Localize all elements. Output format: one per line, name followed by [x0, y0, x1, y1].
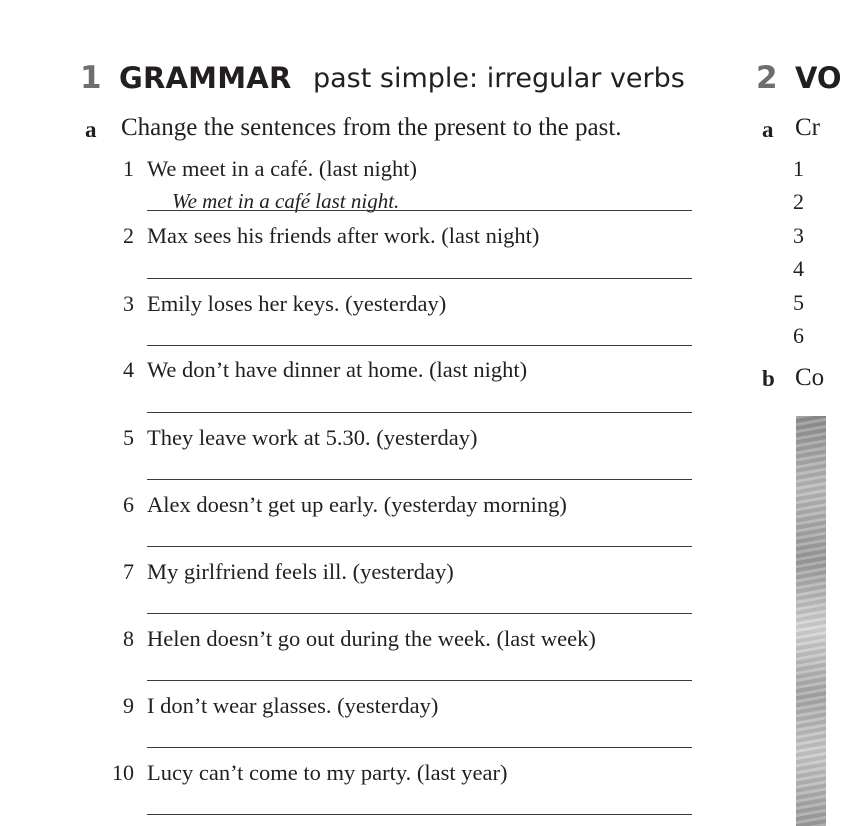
question-number: 2 — [123, 223, 134, 248]
section2-item-number: 6 — [793, 323, 804, 348]
section2-title: VO — [795, 61, 842, 95]
example-answer: We met in a café last night. — [172, 189, 400, 213]
question-number: 6 — [123, 492, 134, 517]
answer-line[interactable] — [147, 680, 692, 681]
question-number: 8 — [123, 626, 134, 651]
answer-line[interactable] — [147, 278, 692, 279]
question-text: Max sees his friends after work. (last night) — [147, 223, 540, 248]
section2-part-b-instruction: Co — [795, 364, 825, 391]
answer-line[interactable] — [147, 412, 692, 413]
section2-item-number: 3 — [793, 223, 804, 248]
question-text: Emily loses her keys. (yesterday) — [147, 291, 447, 316]
answer-line[interactable] — [147, 479, 692, 480]
question-text: We meet in a café. (last night) — [147, 156, 417, 181]
photo — [796, 416, 826, 826]
question-text: They leave work at 5.30. (yesterday) — [147, 425, 478, 450]
answer-line[interactable] — [147, 613, 692, 614]
section2-part-a-instruction: Cr — [795, 114, 820, 141]
answer-line[interactable] — [147, 210, 692, 211]
question-number: 9 — [123, 693, 134, 718]
question-number: 7 — [123, 559, 134, 584]
answer-line[interactable] — [147, 814, 692, 815]
part-instruction: Change the sentences from the present to the past. — [121, 114, 622, 141]
question-number: 3 — [123, 291, 134, 316]
question-number: 4 — [123, 357, 134, 382]
question-number: 1 — [123, 156, 134, 181]
question-number: 10 — [112, 760, 134, 785]
section-number: 1 — [80, 60, 102, 96]
answer-line[interactable] — [147, 546, 692, 547]
section-subtitle: past simple: irregular verbs — [313, 63, 685, 94]
section2-item-number: 2 — [793, 189, 804, 214]
section2-number: 2 — [756, 60, 778, 96]
question-text: Alex doesn’t get up early. (yesterday morning) — [147, 492, 567, 517]
question-text: Lucy can’t come to my party. (last year) — [147, 760, 508, 785]
question-text: Helen doesn’t go out during the week. (last week) — [147, 626, 596, 651]
question-text: My girlfriend feels ill. (yesterday) — [147, 559, 454, 584]
section-title: GRAMMAR — [119, 61, 292, 95]
part-letter: a — [85, 117, 97, 142]
section2-item-number: 1 — [793, 156, 804, 181]
question-text: I don’t wear glasses. (yesterday) — [147, 693, 439, 718]
section2-part-a-letter: a — [762, 117, 774, 142]
answer-line[interactable] — [147, 747, 692, 748]
question-text: We don’t have dinner at home. (last night) — [147, 357, 528, 382]
section2-part-b-letter: b — [762, 366, 775, 391]
section2-item-number: 5 — [793, 290, 804, 315]
answer-line[interactable] — [147, 345, 692, 346]
question-number: 5 — [123, 425, 134, 450]
section2-item-number: 4 — [793, 256, 804, 281]
